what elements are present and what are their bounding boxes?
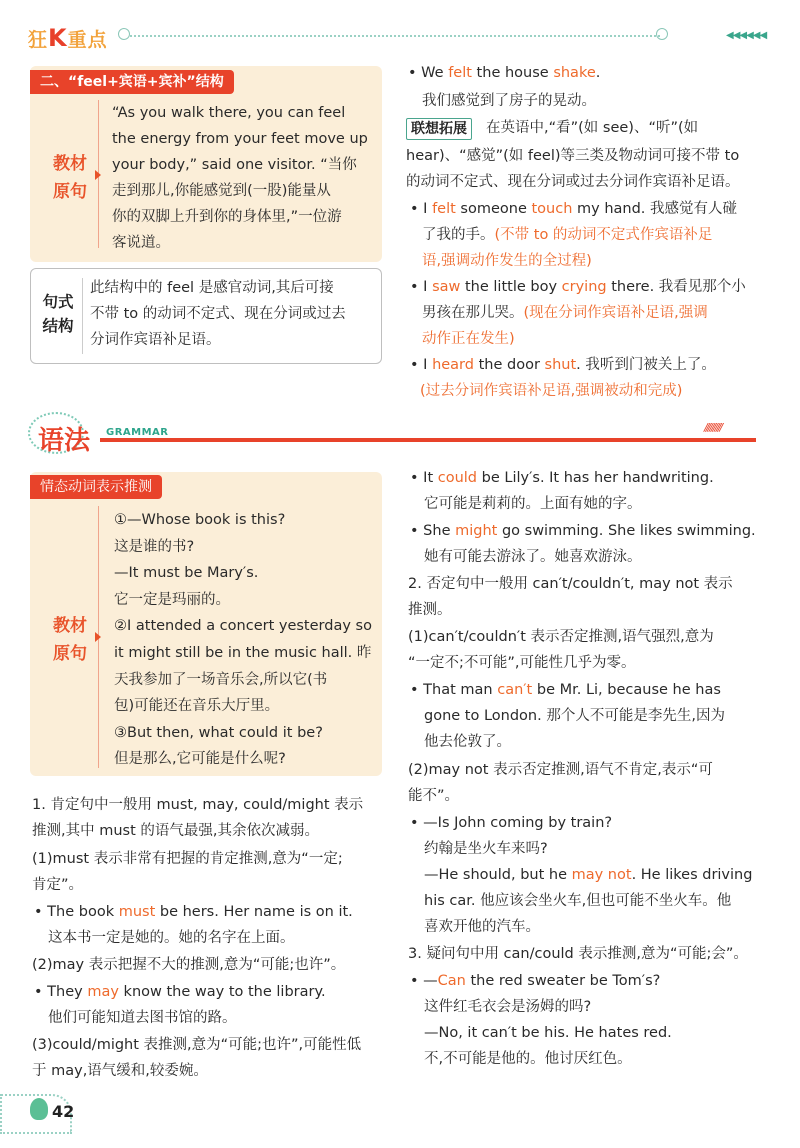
hatch-decoration: //////////	[704, 421, 722, 434]
example-item: • They may know the way to the library.	[34, 984, 326, 1000]
arrow-icon	[95, 170, 101, 180]
expand-tag: 联想拓展	[406, 118, 472, 140]
example-item: • That man can′t be Mr. Li, because he has	[410, 682, 721, 698]
example-continuation: 男孩在那儿哭。(现在分词作宾语补足语,强调	[422, 305, 708, 321]
section-title: 语法	[38, 426, 91, 456]
example-continuation: —No, it can′t be his. He hates red.	[424, 1025, 672, 1041]
arrow-icon	[95, 632, 101, 642]
example-item: • —Can the red sweater be Tom′s?	[410, 973, 661, 989]
example-continuation: —He should, but he may not. He likes driving	[424, 867, 753, 883]
example-item: • —Is John coming by train?	[410, 815, 613, 831]
example-item: • I felt someone touch my hand. 我感觉有人碰	[410, 201, 738, 217]
header-circle-icon	[118, 28, 130, 40]
translation: 我们感觉到了房子的晃动。	[422, 93, 596, 109]
side-label: 教材原句	[53, 154, 87, 202]
section-title-en: GRAMMAR	[106, 427, 169, 438]
expand-text: 在英语中,“看”(如 see)、“听”(如	[486, 120, 699, 136]
section-tab: 二、“feel+宾语+宾补”结构	[30, 70, 234, 94]
header-arrows-icon: ◀◀◀◀◀◀	[726, 30, 767, 41]
header-circle-icon	[656, 28, 668, 40]
grammar-note: 动作正在发生)	[422, 331, 515, 347]
feel-source-text: “As you walk there, you can feel the energy from your feet move up your body,” said one visitor. “当你 走到那儿,你能感觉到(一股)能量从 你的双脚上升到你的身体里,”一位游 客说道。	[112, 105, 368, 251]
paragraph: 3. 疑问句中用 can/could 表示推测,意为“可能;会”。	[408, 946, 748, 962]
paragraph: 能不”。	[408, 788, 460, 804]
side-label: 教材原句	[53, 616, 87, 664]
translation: 约翰是坐火车来吗?	[424, 841, 548, 857]
example-continuation: 了我的手。(不带 to 的动词不定式作宾语补足	[422, 227, 713, 243]
example-continuation: his car. 他应该会坐火车,但也可能不坐火车。他	[424, 893, 732, 909]
paragraph: (3)could/might 表推测,意为“可能;也许”,可能性低	[32, 1037, 362, 1053]
example-continuation: 喜欢开他的汽车。	[424, 919, 540, 935]
paragraph: 1. 肯定句中一般用 must, may, could/might 表示	[32, 797, 364, 813]
structure-text: 此结构中的 feel 是感官动词,其后可接 不带 to 的动词不定式、现在分词或过去 分词作宾语补足语。	[90, 280, 346, 348]
translation: 不,不可能是他的。他讨厌红色。	[424, 1051, 632, 1067]
paragraph: (2)may 表示把握不大的推测,意为“可能;也许”。	[32, 957, 346, 973]
section-bar	[100, 438, 756, 442]
paragraph: 推测。	[408, 602, 452, 618]
paragraph: 肯定”。	[32, 877, 84, 893]
expand-text: 的动词不定式、现在分词或过去分词作宾语补足语。	[406, 174, 740, 190]
expand-text: hear)、“感觉”(如 feel)等三类及物动词可接不带 to	[406, 148, 740, 164]
example-item: • I saw the little boy crying there. 我看见那个小	[410, 279, 746, 295]
translation: 这本书一定是她的。她的名字在上面。	[48, 930, 295, 946]
example-continuation: gone to London. 那个人不可能是李先生,因为	[424, 708, 725, 724]
translation: 它可能是莉莉的。上面有她的字。	[424, 496, 642, 512]
example-item: • It could be Lily′s. It has her handwriting.	[410, 470, 714, 486]
divider-line	[82, 278, 83, 354]
translation: 她有可能去游泳了。她喜欢游泳。	[424, 549, 642, 565]
example-item: • We felt the house shake.	[408, 65, 601, 81]
translation: 这件红毛衣会是汤姆的吗?	[424, 999, 592, 1015]
page-number: 42	[52, 1102, 75, 1121]
translation: 他们可能知道去图书馆的路。	[48, 1010, 237, 1026]
paragraph: (2)may not 表示否定推测,语气不肯定,表示“可	[408, 762, 713, 778]
paragraph: (1)must 表示非常有把握的肯定推测,意为“一定;	[32, 851, 343, 867]
header-divider	[130, 35, 660, 37]
paragraph: 于 may,语气缓和,较委婉。	[32, 1063, 208, 1079]
example-continuation: 他去伦敦了。	[424, 734, 511, 750]
paragraph: 推测,其中 must 的语气最强,其余依次减弱。	[32, 823, 319, 839]
grammar-note: 语,强调动作发生的全过程)	[422, 253, 592, 269]
example-item: • The book must be hers. Her name is on it.	[34, 904, 353, 920]
paragraph: 2. 否定句中一般用 can′t/couldn′t, may not 表示	[408, 576, 733, 592]
section-tab: 情态动词表示推测	[30, 475, 162, 499]
grammar-note: (过去分词作宾语补足语,强调被动和完成)	[420, 383, 683, 399]
example-item: • She might go swimming. She likes swimming.	[410, 523, 756, 539]
modal-source-text: ①—Whose book is this? 这是谁的书? —It must be Mary′s. 它一定是玛丽的。 ②I attended a concert yesterday so it might still be in the music hall. 昨 天我参加了一场音乐会,所以它(书 包)可能还在音乐大厅里。 ③But then, what could it be? 但是那么,它可能是什么呢?	[114, 512, 372, 768]
paragraph: (1)can′t/couldn′t 表示否定推测,语气强烈,意为	[408, 629, 714, 645]
structure-label: 句式结构	[42, 293, 74, 335]
brand-logo: 狂K重点	[28, 24, 108, 52]
paragraph: “一定不;不可能”,可能性几乎为零。	[408, 655, 636, 671]
balloon-icon	[30, 1098, 48, 1120]
example-item: • I heard the door shut. 我听到门被关上了。	[410, 357, 716, 373]
